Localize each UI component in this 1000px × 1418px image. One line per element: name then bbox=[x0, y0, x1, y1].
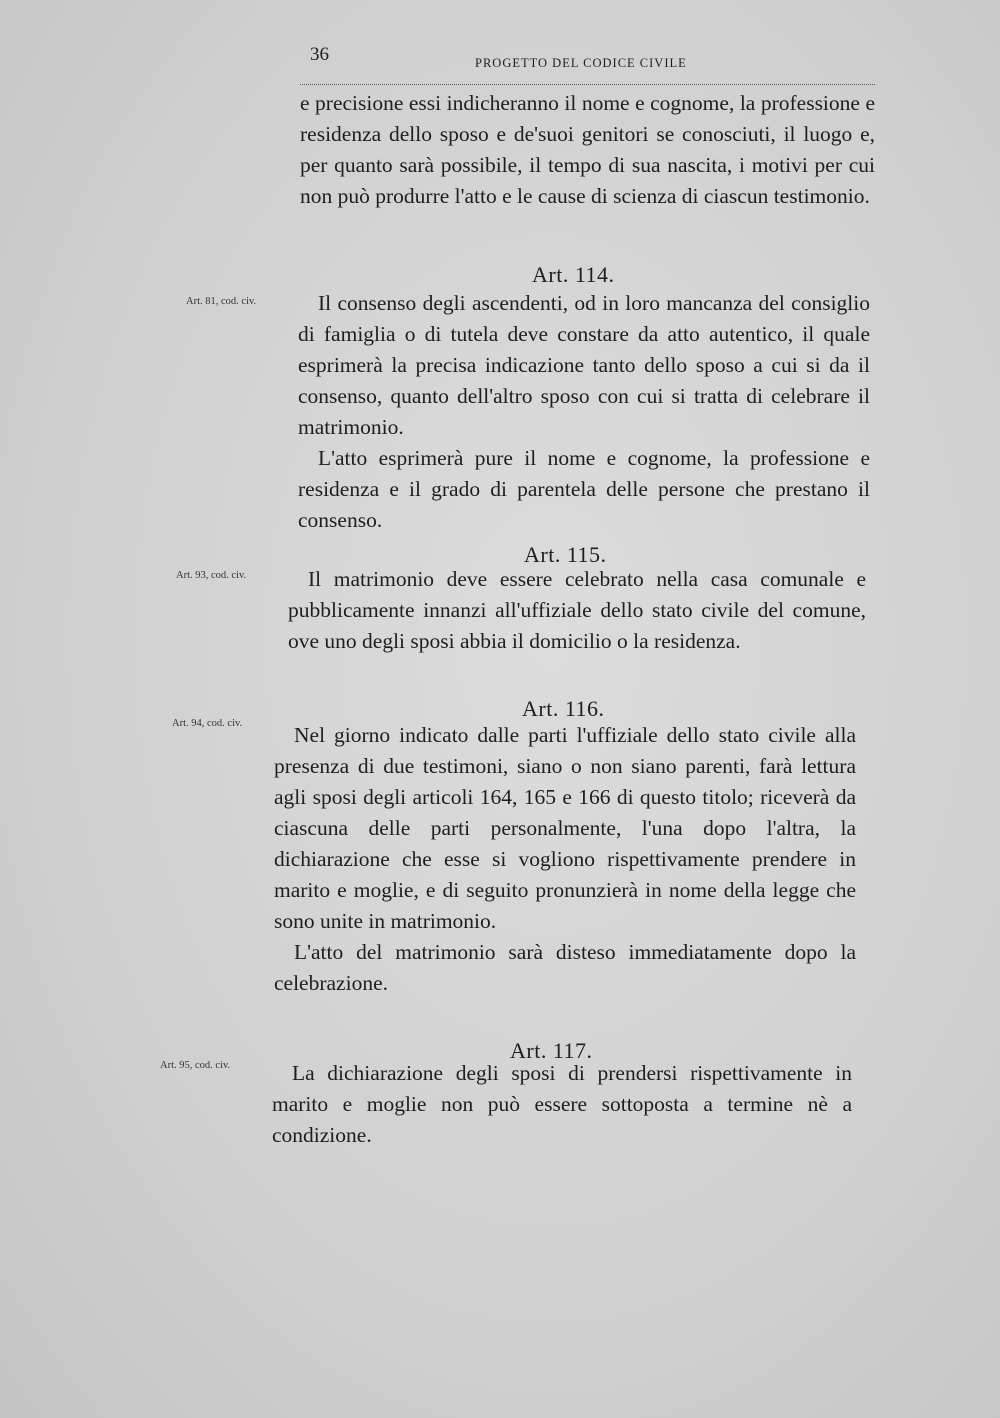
article-115-paragraph-1: Il matrimonio deve essere celebrato nella casa comunale e pubblicamente innanzi all'uffiziale dello stato civile del comune, ove uno degli sposi abbia il domicilio o la residenza. bbox=[288, 567, 866, 653]
article-117-body bbox=[272, 1058, 852, 1151]
article-117-heading: Art. 117. bbox=[510, 1038, 593, 1063]
page-header bbox=[300, 44, 875, 85]
article-117-margin-note: Art. 95, cod. civ. bbox=[160, 1060, 231, 1071]
article-116-margin-note: Art. 94, cod. civ. bbox=[172, 718, 243, 729]
running-title: PROGETTO DEL CODICE CIVILE bbox=[475, 56, 687, 70]
article-117-paragraph-1: La dichiarazione degli sposi di prendersi rispettivamente in marito e moglie non può essere sottoposta a termine nè a condizione. bbox=[272, 1061, 852, 1147]
article-114-paragraph-2: L'atto esprimerà pure il nome e cognome, la professione e residenza e il grado di parentela delle persone che prestano il consenso. bbox=[298, 446, 870, 532]
article-116-heading: Art. 116. bbox=[522, 696, 605, 721]
article-115-body bbox=[288, 564, 866, 657]
article-116-paragraph-2: L'atto del matrimonio sarà disteso immediatamente dopo la celebrazione. bbox=[274, 940, 856, 995]
article-114-body bbox=[298, 288, 870, 536]
intro-paragraph: e precisione essi indicheranno il nome e cognome, la professione e residenza dello sposo e de'suoi genitori se conosciuti, il luogo e, per quanto sarà possibile, il tempo di sua nascita, i motivi per cui non può produrre l'atto e le cause di scienza di ciascun testimonio. bbox=[300, 91, 875, 208]
article-116-paragraph-1: Nel giorno indicato dalle parti l'uffiziale dello stato civile alla presenza di due testimoni, siano o non siano parenti, farà lettura agli sposi degli articoli 164, 165 e 166 di questo titolo; riceverà da ciascuna delle parti personalmente, l'una dopo l'altra, la dichiarazione che esse si vogliono rispettivamente prendere in marito e moglie, e di seguito pronunzierà in nome della legge che sono unite in matrimonio. bbox=[274, 723, 856, 933]
article-115-margin-note: Art. 93, cod. civ. bbox=[176, 570, 247, 581]
intro-block bbox=[300, 88, 875, 212]
article-114-margin-note: Art. 81, cod. civ. bbox=[186, 296, 257, 307]
page-number: 36 bbox=[310, 44, 329, 65]
article-114-heading: Art. 114. bbox=[532, 262, 615, 287]
article-116-body bbox=[274, 720, 856, 999]
article-115-heading: Art. 115. bbox=[524, 542, 607, 567]
article-114-paragraph-1: Il consenso degli ascendenti, od in loro mancanza del consiglio di famiglia o di tutela deve constare da atto autentico, il quale esprimerà la precisa indicazione tanto dello sposo a cui si da il consenso, quanto dell'altro sposo con cui si tratta di celebrare il matrimonio. bbox=[298, 291, 870, 439]
